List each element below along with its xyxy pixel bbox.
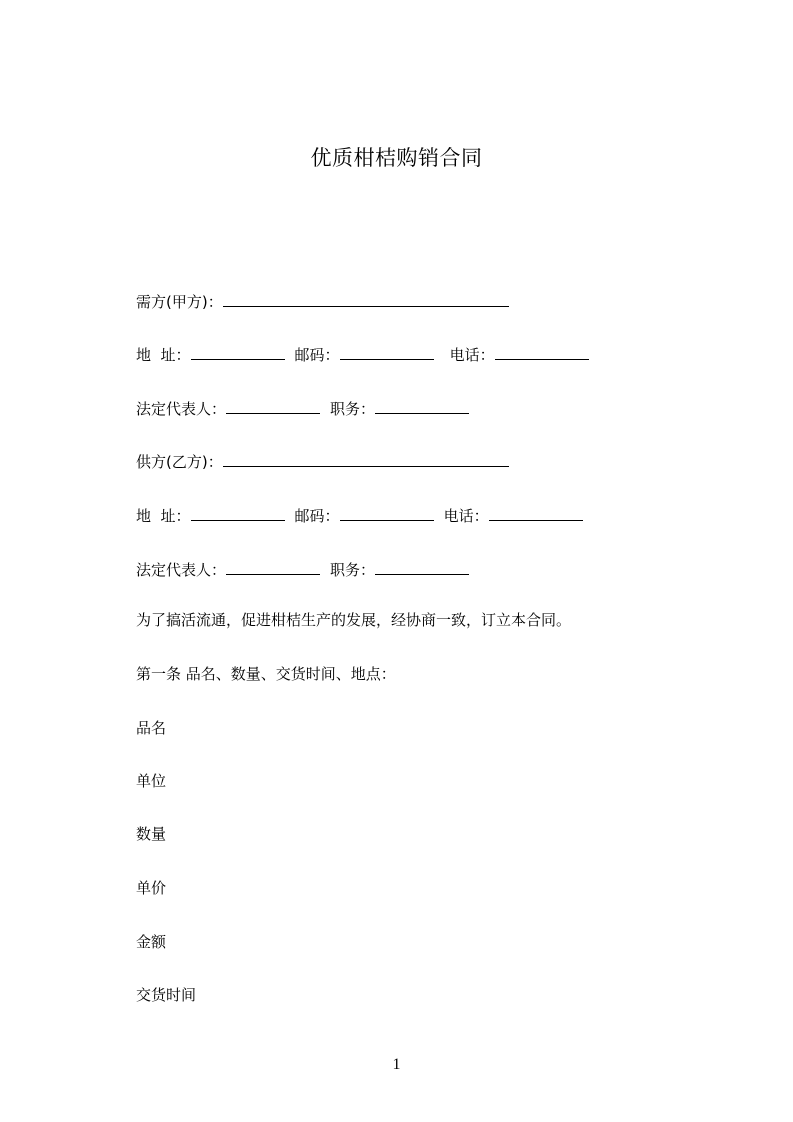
seller-postcode-blank[interactable] — [340, 506, 434, 521]
document-title: 优质柑桔购销合同 — [310, 146, 483, 170]
seller-party-blank[interactable] — [223, 452, 509, 467]
buyer-phone-label: 电话： — [449, 346, 495, 364]
buyer-position-label: 职务： — [330, 400, 376, 418]
intro-paragraph: 为了搞活流通，促进柑桔生产的发展，经协商一致，订立本合同。 — [136, 611, 572, 629]
seller-address-label: 地 址： — [136, 507, 191, 525]
buyer-postcode-blank[interactable] — [340, 345, 434, 360]
seller-rep-label: 法定代表人： — [136, 561, 227, 579]
buyer-party-line — [136, 292, 509, 312]
item-label: 单位 — [136, 772, 167, 790]
seller-phone-blank[interactable] — [489, 506, 583, 521]
buyer-position-blank[interactable] — [375, 399, 469, 414]
buyer-phone-blank[interactable] — [495, 345, 589, 360]
seller-address-blank[interactable] — [191, 506, 285, 521]
seller-address-line — [136, 506, 583, 526]
item-label: 金额 — [136, 933, 167, 951]
buyer-party-blank[interactable] — [223, 292, 509, 307]
buyer-rep-line — [136, 399, 469, 419]
item-label: 交货时间 — [136, 986, 197, 1004]
buyer-postcode-label: 邮码： — [294, 346, 340, 364]
seller-rep-blank[interactable] — [226, 560, 320, 575]
seller-party-label: 供方(乙方)： — [136, 453, 223, 471]
seller-party-line — [136, 452, 509, 472]
item-label: 单价 — [136, 879, 167, 897]
seller-position-blank[interactable] — [375, 560, 469, 575]
buyer-address-line — [136, 345, 589, 365]
seller-phone-label: 电话： — [443, 507, 489, 525]
buyer-party-label: 需方(甲方)： — [136, 293, 223, 311]
buyer-address-blank[interactable] — [191, 345, 285, 360]
buyer-rep-blank[interactable] — [226, 399, 320, 414]
seller-postcode-label: 邮码： — [294, 507, 340, 525]
buyer-address-label: 地 址： — [136, 346, 191, 364]
buyer-rep-label: 法定代表人： — [136, 400, 227, 418]
page-number: 1 — [392, 1056, 401, 1073]
item-label: 数量 — [136, 825, 167, 843]
article-1-heading: 第一条 品名、数量、交货时间、地点： — [136, 665, 396, 683]
seller-position-label: 职务： — [330, 561, 376, 579]
seller-rep-line — [136, 560, 469, 580]
item-label: 品名 — [136, 719, 167, 737]
